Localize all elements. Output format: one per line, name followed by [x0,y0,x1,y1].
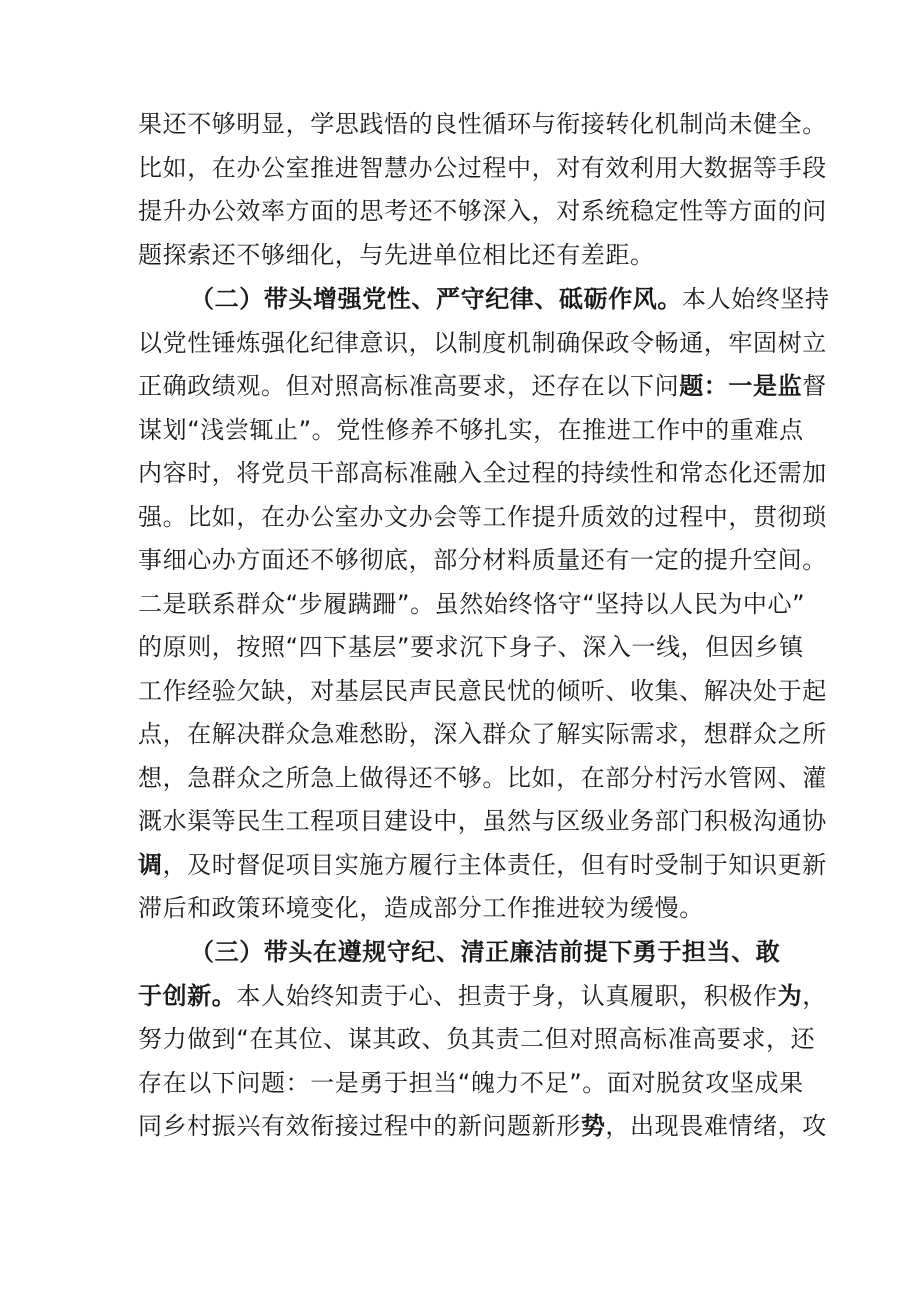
text-segment: 溉水渠等民生工程项目建设中，虽然与区级业务部门积极沟通协 [138,807,827,835]
paragraph-1 [138,103,827,277]
text-segment: 内容时，将党员干部高标准融入全过程的持续性和常态化还需加 [138,459,827,487]
text-segment: ，及时督促项目实施方履行主体责任，但有时受制于知识更新 [162,850,827,879]
text-segment: 本人始终坚持 [682,285,830,313]
text-line [138,1062,804,1106]
text-line [138,713,827,757]
text-line [138,670,827,714]
text-line [138,626,804,670]
text-line [138,1105,827,1149]
bold-text-segment: 于创新。 [138,981,237,1010]
text-segment: 想，急群众之所急上做得还不够。比如，在部分村污水管网、灌 [138,763,827,792]
text-segment: 比如，在办公室推进智慧办公过程中，对有效利用大数据等手段 [138,153,827,182]
paragraph-2 [138,278,830,931]
text-line [138,539,827,583]
text-line [138,975,827,1019]
text-segment: 二是联系群众“步履蹒跚”。虽然始终恪守“坚持以人民为中心” [138,589,806,618]
text-line [138,1018,816,1062]
text-segment: 点，在解决群众急难愁盼，深入群众了解实际需求，想群众之所 [138,720,827,748]
bold-text-segment: （二）带头增强党性、严守纪律、砥砺作风。 [190,285,682,313]
text-line [138,844,827,888]
text-line [138,757,827,801]
text-line [138,931,788,975]
text-segment: 同乡村振兴有效衔接过程中的新问题新形 [138,1112,581,1140]
text-line [138,278,830,322]
text-segment: 谋划“浅尝辄止”。党性修养不够扎实，在推进工作中的重难点 [138,415,804,444]
text-segment: 工作经验欠缺，对基层民声民意民忧的倾听、收集、解决处于起 [138,676,827,705]
text-segment: 本人始终知责于心、担责于身，认真履职，积极作 [236,981,778,1010]
text-line [138,496,827,540]
bold-text-segment: 题：一是监 [679,372,803,400]
text-segment: ，出现畏难情绪，攻 [605,1112,827,1140]
bold-text-segment: 为 [777,981,803,1010]
text-line [138,190,827,234]
text-line [138,583,806,627]
text-segment: 努力做到“在其位、谋其政、负其责二但对照高标准高要求，还 [138,1025,816,1053]
text-segment: 提升办公效率方面的思考还不够深入，对系统稳定性等方面的问 [138,197,827,225]
text-line [138,103,827,147]
text-line [138,365,827,409]
text-line [138,452,827,496]
text-segment: 事细心办方面还不够彻底，部分材料质量还有一定的提升空间。 [138,546,827,574]
bold-text-segment: 势 [580,1112,606,1140]
text-segment: ， [802,981,827,1010]
text-line [138,322,827,366]
text-segment: 题探索还不够细化，与先进单位相比还有差距。 [138,240,655,269]
bold-text-segment: （三）带头在遵规守纪、清正廉洁前提下勇于担当、敢 [190,938,781,966]
text-segment: 强。比如，在办公室办文办会等工作提升质效的过程中，贯彻琐 [138,502,827,531]
text-line [138,409,804,453]
text-segment: 督 [802,372,827,400]
text-segment: 以党性锤炼强化纪律意识，以制度机制确保政令畅通，牢固树立 [138,328,827,357]
text-line [138,147,827,191]
text-line [138,234,788,278]
text-line [138,887,788,931]
text-segment: 正确政绩观。但对照高标准高要求，还存在以下问 [138,372,680,400]
text-segment: 滞后和政策环境变化，造成部分工作推进较为缓慢。 [138,894,704,922]
text-segment: 果还不够明显，学思践悟的良性循环与衔接转化机制尚未健全。 [138,110,827,138]
paragraph-3 [138,931,827,1149]
bold-text-segment: 调 [138,850,163,879]
text-segment: 存在以下问题：一是勇于担当“魄力不足”。面对脱贫攻坚成果 [138,1068,804,1097]
text-line [138,800,827,844]
text-segment: 的原则，按照“四下基层”要求沉下身子、深入一线，但因乡镇 [138,633,804,661]
